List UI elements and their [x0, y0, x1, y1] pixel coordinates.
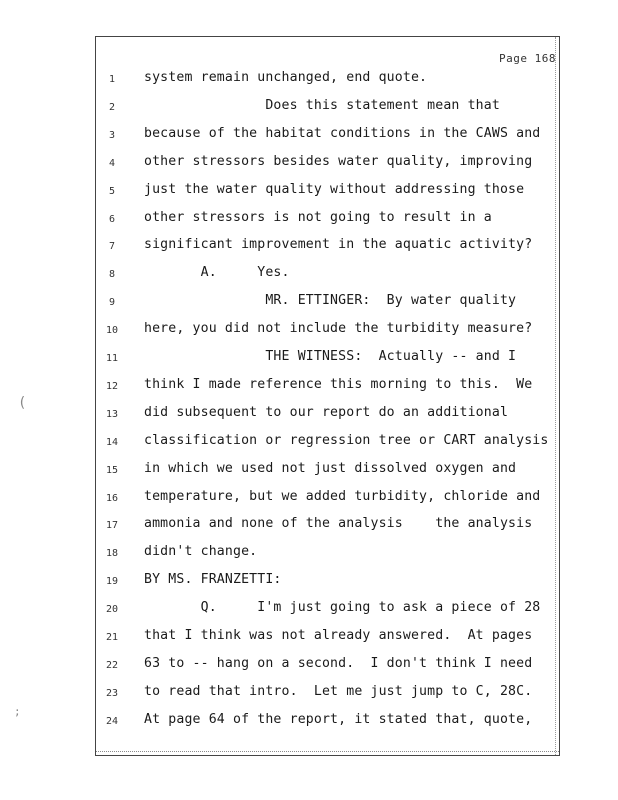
- line-text: didn't change.: [144, 544, 258, 560]
- line-number: 13: [105, 408, 119, 420]
- line-text: At page 64 of the report, it stated that, quote,: [144, 711, 533, 727]
- transcript-line: [0, 265, 618, 285]
- line-number: 6: [108, 213, 116, 225]
- transcript-line: [0, 349, 618, 369]
- line-number: 7: [108, 241, 116, 253]
- transcript-line: [0, 516, 618, 536]
- line-text: other stressors is not going to result in a: [144, 209, 492, 225]
- line-number: 9: [108, 297, 116, 309]
- transcript-line: [0, 489, 618, 509]
- transcript-line: [0, 684, 618, 704]
- line-text: did subsequent to our report do an additional: [144, 404, 509, 420]
- line-text: significant improvement in the aquatic activity?: [144, 237, 533, 253]
- line-number: 10: [105, 325, 119, 337]
- line-text: classification or regression tree or CART analysis: [144, 432, 549, 448]
- transcript-line: [0, 405, 618, 425]
- transcript-line: [0, 656, 618, 676]
- line-text: Q. I'm just going to ask a piece of 28: [144, 600, 541, 616]
- transcript-line: [0, 433, 618, 453]
- line-text: to read that intro. Let me just jump to C, 28C.: [144, 683, 533, 699]
- line-number: 23: [105, 687, 119, 699]
- line-text: BY MS. FRANZETTI:: [144, 572, 282, 588]
- line-text: system remain unchanged, end quote.: [144, 70, 428, 85]
- transcript-line: [0, 628, 618, 648]
- transcript-line: [0, 321, 618, 341]
- transcript-line: [0, 293, 618, 313]
- line-number: 17: [105, 520, 119, 532]
- transcript-line: [0, 572, 618, 592]
- line-number: 22: [105, 659, 119, 671]
- transcript-line: [0, 70, 618, 90]
- line-number: 24: [105, 715, 119, 727]
- line-text: other stressors besides water quality, improving: [144, 153, 533, 169]
- line-number: 3: [108, 129, 116, 141]
- line-number: 20: [105, 604, 119, 616]
- line-number: 19: [105, 576, 119, 588]
- scan-artifact-mark: (: [18, 395, 27, 411]
- line-text: ammonia and none of the analysis the analysis: [144, 516, 533, 532]
- transcript-line: [0, 544, 618, 564]
- transcript-line: [0, 461, 618, 481]
- line-number: 11: [105, 353, 119, 364]
- line-number: 12: [105, 380, 119, 392]
- line-number: 4: [108, 157, 116, 169]
- page-number: Page 168: [499, 52, 556, 65]
- transcript-line: [0, 126, 618, 146]
- transcript-line: [0, 182, 618, 202]
- transcript-line: [0, 154, 618, 174]
- line-number: 5: [108, 185, 116, 197]
- transcript-line: [0, 210, 618, 230]
- transcript-line: [0, 98, 618, 118]
- line-number: 1: [108, 74, 116, 85]
- line-text: think I made reference this morning to this. We: [144, 376, 533, 392]
- line-number: 16: [105, 492, 119, 504]
- transcript-line: [0, 600, 618, 620]
- transcript-line: [0, 237, 618, 257]
- line-text: THE WITNESS: Actually -- and I: [144, 349, 517, 364]
- line-number: 15: [105, 464, 119, 476]
- line-text: just the water quality without addressing those: [144, 181, 525, 197]
- line-text: A. Yes.: [144, 265, 290, 281]
- transcript-line: [0, 712, 618, 732]
- line-text: Does this statement mean that: [144, 97, 500, 113]
- line-number: 21: [105, 632, 119, 643]
- line-number: 2: [108, 101, 116, 113]
- line-number: 14: [105, 436, 119, 448]
- line-text: in which we used not just dissolved oxygen and: [144, 460, 517, 476]
- line-text: here, you did not include the turbidity measure?: [144, 321, 533, 337]
- line-number: 8: [108, 269, 116, 281]
- scan-artifact-mark: ;: [14, 705, 21, 718]
- line-text: temperature, but we added turbidity, chloride and: [144, 488, 541, 504]
- line-text: MR. ETTINGER: By water quality: [144, 293, 517, 309]
- line-text: that I think was not already answered. At pages: [144, 628, 533, 643]
- transcript-line: [0, 377, 618, 397]
- line-number: 18: [105, 548, 119, 560]
- line-text: 63 to -- hang on a second. I don't think I need: [144, 655, 533, 671]
- line-text: because of the habitat conditions in the CAWS and: [144, 125, 541, 141]
